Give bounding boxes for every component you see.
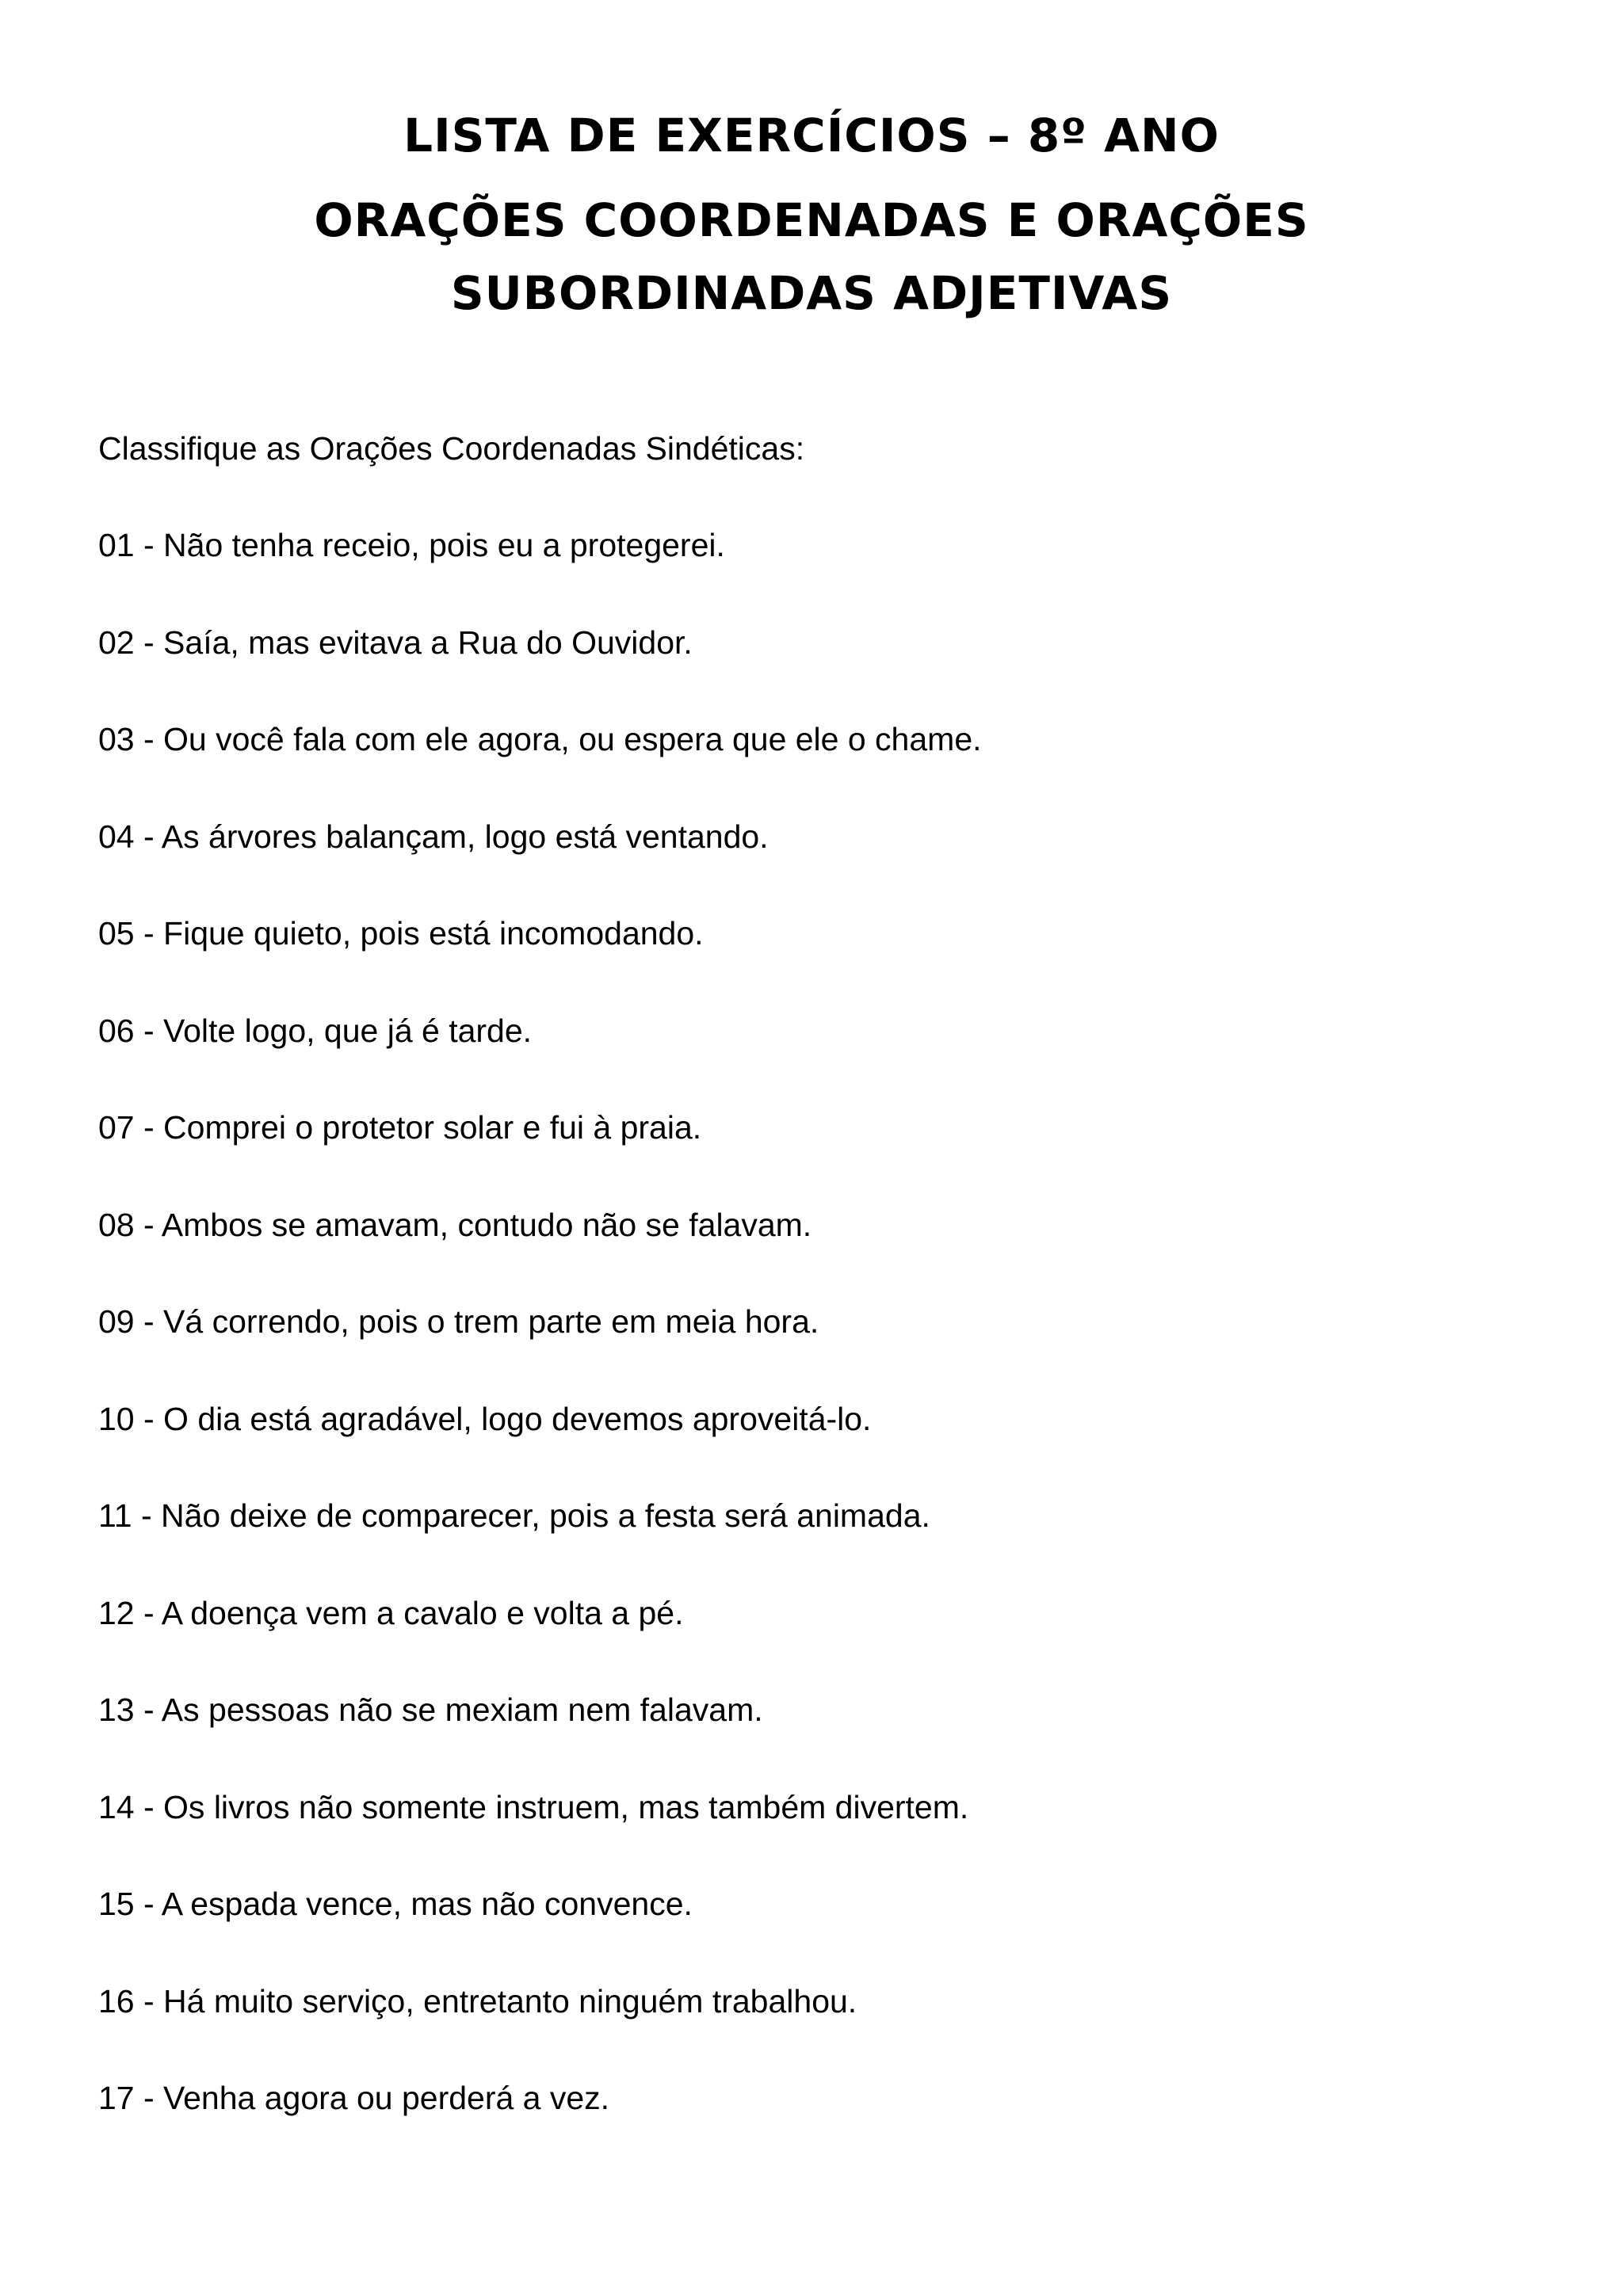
exercise-item: 12 - A doença vem a cavalo e volta a pé. bbox=[98, 1594, 684, 1631]
exercise-item: 07 - Comprei o protetor solar e fui à praia. bbox=[98, 1109, 702, 1146]
exercise-item: 17 - Venha agora ou perderá a vez. bbox=[98, 2080, 610, 2116]
exercise-item: 02 - Saía, mas evitava a Rua do Ouvidor. bbox=[98, 624, 693, 661]
exercise-item: 15 - A espada vence, mas não convence. bbox=[98, 1886, 693, 1922]
exercise-item: 04 - As árvores balançam, logo está ventando. bbox=[98, 818, 769, 855]
exercise-item: 06 - Volte logo, que já é tarde. bbox=[98, 1012, 533, 1049]
exercise-list bbox=[98, 521, 982, 2172]
exercise-item: 10 - O dia está agradável, logo devemos aproveitá-lo. bbox=[98, 1400, 872, 1437]
document-header bbox=[0, 101, 1623, 330]
exercise-item: 16 - Há muito serviço, entretanto ninguém trabalhou. bbox=[98, 1982, 857, 2019]
exercise-instruction: Classifique as Orações Coordenadas Sindéticas: bbox=[98, 430, 805, 467]
document-subtitle: ORAÇÕES COORDENADAS E ORAÇÕES SUBORDINADAS ADJETIVAS bbox=[314, 193, 1309, 320]
exercise-item: 11 - Não deixe de comparecer, pois a festa será animada. bbox=[98, 1497, 930, 1534]
exercise-item: 14 - Os livros não somente instruem, mas também divertem. bbox=[98, 1788, 969, 1825]
exercise-item: 01 - Não tenha receio, pois eu a protegerei. bbox=[98, 527, 725, 563]
exercise-item: 08 - Ambos se amavam, contudo não se falavam. bbox=[98, 1206, 812, 1243]
exercise-item: 13 - As pessoas não se mexiam nem falavam. bbox=[98, 1691, 763, 1728]
exercise-item: 09 - Vá correndo, pois o trem parte em meia hora. bbox=[98, 1303, 819, 1340]
document-title: LISTA DE EXERCÍCIOS – 8º ANO bbox=[403, 109, 1220, 162]
exercise-item: 05 - Fique quieto, pois está incomodando. bbox=[98, 915, 704, 952]
exercise-item: 03 - Ou você fala com ele agora, ou espera que ele o chame. bbox=[98, 721, 982, 757]
